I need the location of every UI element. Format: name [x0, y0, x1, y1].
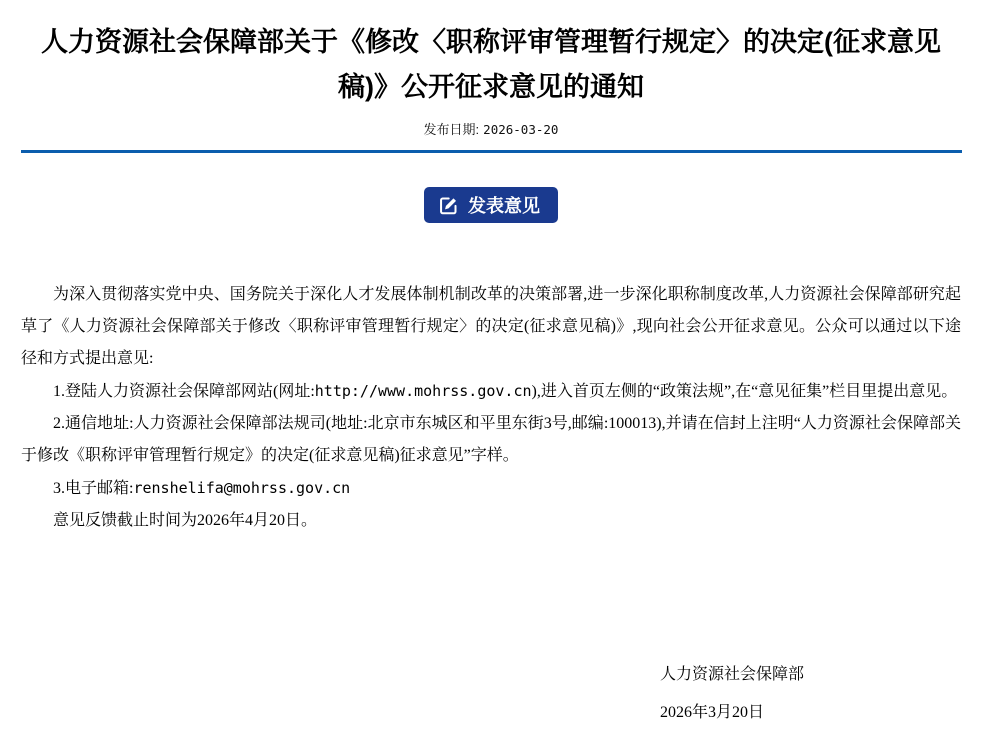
page-title: 人力资源社会保障部关于《修改〈职称评审管理暂行规定〉的决定(征求意见稿)》公开征求意见的通知: [41, 27, 941, 102]
signature-organization: 人力资源社会保障部: [660, 666, 805, 683]
edit-pencil-icon: [438, 195, 459, 216]
item-1-suffix: ),进入首页左侧的“政策法规”,在“意见征集”栏目里提出意见。: [531, 383, 958, 400]
paragraph-item-3: [21, 472, 961, 505]
submit-opinion-button-label: 发表意见: [468, 196, 540, 216]
item-1-prefix: 1.登陆人力资源社会保障部网站(网址:: [53, 383, 315, 400]
button-row: [0, 187, 982, 223]
contact-email: renshelifa@mohrss.gov.cn: [133, 479, 351, 497]
item-3-prefix: 3.电子邮箱:: [53, 480, 134, 497]
notice-body: [0, 279, 982, 537]
paragraph-item-1: [21, 375, 961, 408]
submit-opinion-button[interactable]: [424, 187, 558, 223]
divider: [21, 150, 962, 153]
paragraph-deadline: 意见反馈截止时间为2026年4月20日。: [53, 512, 318, 529]
mohrss-url: http://www.mohrss.gov.cn: [314, 382, 532, 400]
signature-block: [660, 656, 804, 732]
paragraph-item-2: 2.通信地址:人力资源社会保障部法规司(地址:北京市东城区和平里东街3号,邮编:100013),并请在信封上注明“人力资源社会保障部关于修改《职称评审管理暂行规定》的决定(征求意见稿)征求意见”字样。: [21, 415, 961, 464]
publish-date-value: 2026-03-20: [483, 122, 559, 137]
publish-date-label: 发布日期:: [423, 122, 480, 137]
paragraph-intro: 为深入贯彻落实党中央、国务院关于深化人才发展体制机制改革的决策部署,进一步深化职称制度改革,人力资源社会保障部研究起草了《人力资源社会保障部关于修改〈职称评审管理暂行规定〉的决定(征求意见稿)》,现向社会公开征求意见。公众可以通过以下途径和方式提出意见:: [21, 286, 961, 367]
publish-date-row: [0, 119, 982, 138]
signature-date: 2026年3月20日: [660, 704, 765, 721]
